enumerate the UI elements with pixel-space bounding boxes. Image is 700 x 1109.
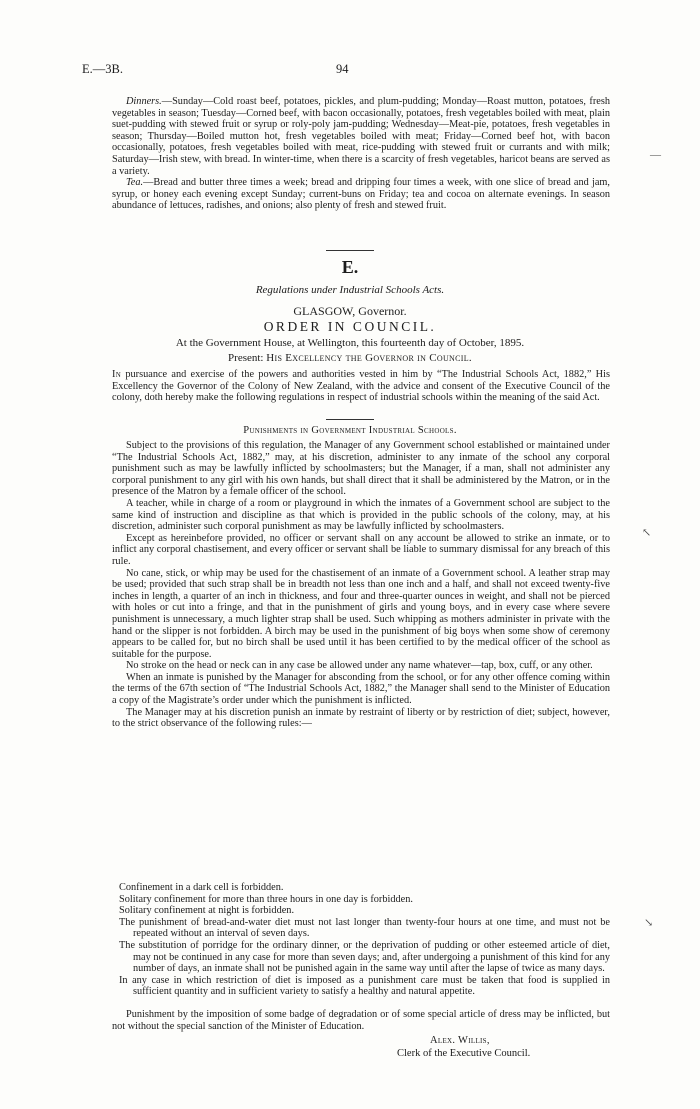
margin-dash-mark: — [650,149,661,161]
dinners-label: Dinners. [126,96,162,107]
rule-item: Solitary confinement for more than three hours in one day is forbidden. [119,893,413,905]
closing-section [112,1009,610,1032]
section-letter: E. [341,257,359,277]
preamble-text: pursuance and exercise of the powers and authorities vested in him by “The Industrial Schools Act, 1882,” His Excellency the Governor of the Colony of New Zealand, with the advice and consent of the Executive Council of the colony, doth hereby make the following regulations in respect of industrial schools within the meaning of the said Act. [112,369,610,404]
rule-item: The substitution of porridge for the ordinary dinner, or the deprivation of pudding or other esteemed article of diet, may not be continued in any case for more than seven days; and, after undergoing a punishment of this kind for any number of days, an inmate shall not be punished again in the same way until after the lapse of twice as many days. [119,939,610,975]
dinners-text: —Sunday—Cold roast beef, potatoes, pickles, and plum-pudding; Monday—Roast mutton, potatoes, fresh vegetables in season; Tuesday—Corned beef, with bacon occasionally, potatoes, fresh vegetables boiled with meat, plain suet-pudding with stewed fruit or syrup or roly-poly jam-pudding; Wednesday—Meat-pie, potatoes, fresh vegetables in season; Thursday—Boiled mutton hot, fresh vegetables boiled with meat; Friday—Corned beef hot, with bacon occasionally, potatoes, fresh vegetables boiled with meat, rice-pudding with stewed fruit or currants and with milk; Saturday—Irish stew, with bread. In winter-time, when there is a scarcity of fresh vegetables, haricot beans are served as a variety. [112,96,610,177]
preamble-divider [326,419,374,420]
preamble-paragraph [112,369,610,404]
punishments-body [112,440,610,730]
rule-item: The punishment of bread-and-water diet must not last longer than twenty-four hours at one time, and must not be repeated without an interval of seven days. [119,916,610,940]
tea-paragraph [112,177,610,212]
margin-tick-mark: ↖ [642,527,652,539]
signatory-name: Alex. Willis, [430,1035,490,1046]
present-line [0,353,700,365]
closing-paragraph: Punishment by the imposition of some badge of degradation or of some special article of dress may be inflicted, but not without the special sanction of the Minister of Education. [112,1009,610,1032]
preamble-lead: In [112,369,122,380]
signatory-title: Clerk of the Executive Council. [397,1048,531,1059]
tea-text: —Bread and butter three times a week; bread and dripping four times a week, with one slice of bread and jam, syrup, or honey each evening except Sunday; current-buns on Friday; tea and cocoa on alternate evenings. In season abundance of lettuces, radishes, and onions; also plenty of fresh and stewed fruit. [112,177,610,212]
rule-item: Confinement in a dark cell is forbidden. [119,882,284,893]
rule-item: Solitary confinement at night is forbidden. [119,905,295,917]
preamble [112,369,610,404]
present-label: Present: [228,352,264,364]
punishment-paragraph: No cane, stick, or whip may be used for the chastisement of an inmate of a Government school. A leather strap may be used; provided that such strap shall be in breadth not less than one inch and a half, and shall not exceed twenty-five inches in length, a quarter of an inch in thickness, and four and three-quarter ounces in weight, and shall not be pierced with holes or cut into a fringe, and that in the punishment of girls and young boys, and in every case where severe punishment is unnecessary, a much lighter strap shall be used. Such whipping as mothers administer in private with the hand or the slipper is not forbidden. A birch may be used in the punishment of big boys when some show of ceremony appears to be called for, but no birch shall be used until it has been certified to by the medical officer of the school as suitable for the purpose. [112,567,610,660]
page-number: 94 [336,62,349,76]
order-title: ORDER IN COUNCIL. [263,319,437,334]
place-date-line: At the Government House, at Wellington, this fourteenth day of October, 1895. [175,337,525,349]
punishments-heading: Punishments in Government Industrial Schools. [243,425,457,436]
section-divider [326,250,374,251]
rule-item: In any case in which restriction of diet is imposed as a punishment care must be taken that food is supplied in sufficient quantity and in sufficient variety to satisfy a healthy and natural appetite. [119,974,610,998]
punishment-paragraph: No stroke on the head or neck can in any case be allowed under any name whatever—tap, box, cuff, or any other. [126,660,593,672]
section-title: Regulations under Industrial Schools Acts. [255,284,445,296]
punishment-paragraph: Subject to the provisions of this regulation, the Manager of any Government school established or maintained under “The Industrial Schools Act, 1882,” may, at his discretion, administer to any inmate of the school any corporal punishment such as may be lawfully inflicted by schoolmasters; but the Manager, if a man, shall not administer any corporal punishment to any girl with his own hands, but shall direct that it shall be administered by the Matron, or in the presence of the Matron by a female officer of the school. [112,440,610,498]
punishment-paragraph: A teacher, while in charge of a room or playground in which the inmates of a Government school are subject to the same kind of instruction and discipline as that which is provided in the public schools of the colony, may, at his discretion, administer such corporal punishment as may be lawfully inflicted by schoolmasters. [112,497,610,533]
governor-line: GLASGOW, Governor. [293,304,407,318]
rules-list [119,882,610,998]
page-reference: E.—3B. [82,62,123,76]
punishment-paragraph: Except as hereinbefore provided, no officer or servant shall on any account be allowed to strike an inmate, or to inflict any corporal chastisement, and every officer or servant shall be liable to summary dismissal for any breach of this rule. [112,532,610,567]
present-text: His Excellency the Governor in Council. [266,352,472,364]
tea-label: Tea. [126,177,144,189]
punishment-paragraph: The Manager may at his discretion punish an inmate by restraint of liberty or by restriction of diet; subject, however, to the strict observance of the following rules:— [112,706,610,730]
diet-section [112,96,610,212]
dinners-paragraph [112,96,610,177]
margin-tick-mark: ↘ [644,917,654,929]
punishment-paragraph: When an inmate is punished by the Manager for absconding from the school, or for any other offence coming within the terms of the 67th section of “The Industrial Schools Act, 1882,” the Manager shall send to the Minister of Education a copy of the Magistrate’s order under which the punishment is inflicted. [112,671,610,707]
